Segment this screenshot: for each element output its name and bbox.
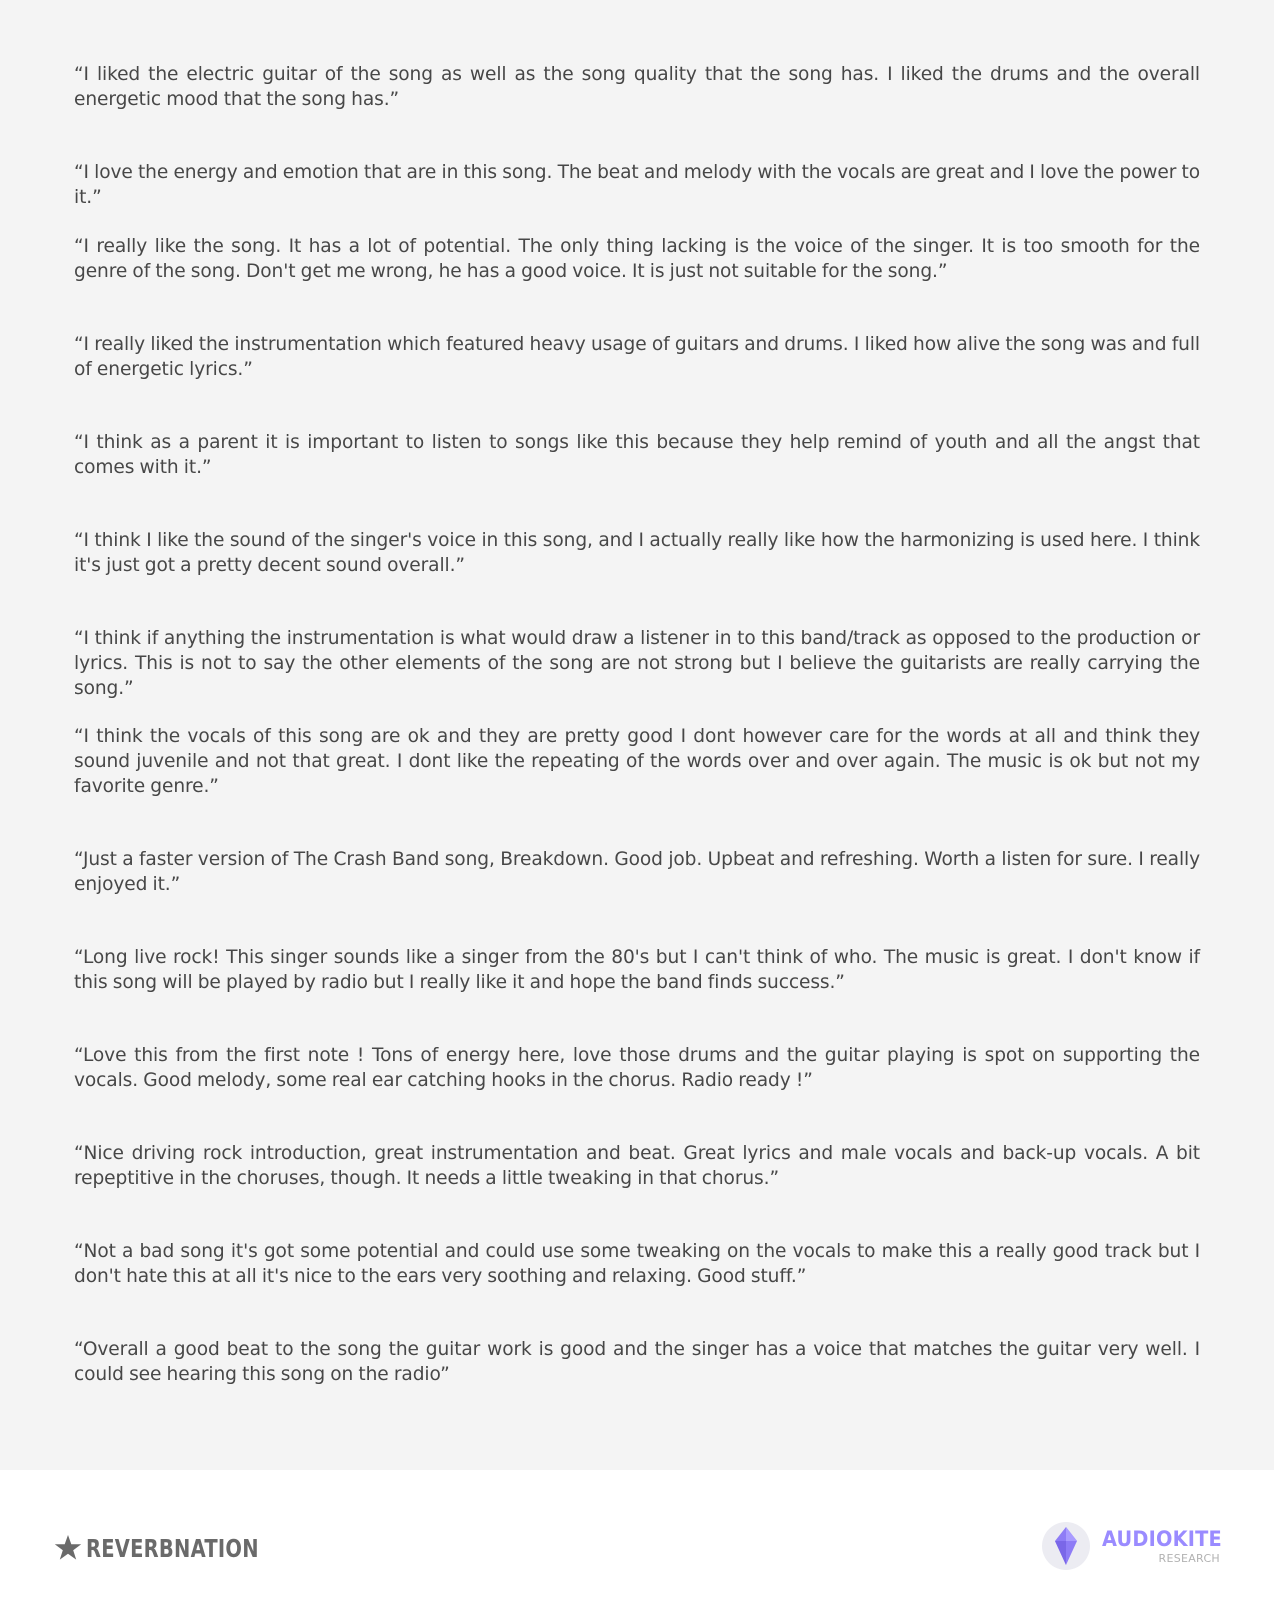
reverbnation-logo: [54, 1530, 308, 1566]
star-icon: [54, 1534, 82, 1562]
review-7: “I think if anything the instrumentation is what would draw a listener in to this band/track as opposed to the production or lyrics. This is not to say the other elements of the song are not strong but I believe the guitarists are really carrying the song.”: [74, 628, 1200, 699]
review-6: “I think I like the sound of the singer's voice in this song, and I actually really like how the harmonizing is used here. I think it's just got a pretty decent sound overall.”: [74, 530, 1200, 576]
review-11: “Love this from the first note ! Tons of energy here, love those drums and the guitar playing is spot on supporting the vocals. Good melody, some real ear catching hooks in the chorus. Radio ready !”: [74, 1045, 1200, 1091]
audiokite-research-label: RESEARCH: [1158, 1552, 1220, 1565]
review-9: “Just a faster version of The Crash Band song, Breakdown. Good job. Upbeat and refreshing. Worth a listen for sure. I really enjoyed it.”: [74, 849, 1200, 895]
review-14: “Overall a good beat to the song the guitar work is good and the singer has a voice that matches the guitar very well. I could see hearing this song on the radio”: [74, 1339, 1200, 1385]
review-3: “I really like the song. It has a lot of potential. The only thing lacking is the voice of the singer. It is too smooth for the genre of the song. Don't get me wrong, he has a good voice. It is just not suitable for the song.”: [74, 236, 1200, 282]
reverbnation-wordmark: REVERBNATION: [86, 1533, 259, 1563]
review-13: “Not a bad song it's got some potential and could use some tweaking on the vocals to make this a really good track but I don't hate this at all it's nice to the ears very soothing and relaxing. Good stuff.”: [74, 1241, 1200, 1287]
review-4: “I really liked the instrumentation which featured heavy usage of guitars and drums. I liked how alive the song was and full of energetic lyrics.”: [74, 334, 1200, 380]
review-1: “I liked the electric guitar of the song as well as the song quality that the song has. I liked the drums and the overall energetic mood that the song has.”: [74, 64, 1200, 110]
audiokite-wordmark: AUDIOKITE: [1102, 1527, 1222, 1551]
diamond-gem-icon: [1040, 1520, 1092, 1572]
review-10: “Long live rock! This singer sounds like a singer from the 80's but I can't think of who. The music is great. I don't know if this song will be played by radio but I really like it and hope the band finds success.”: [74, 947, 1200, 993]
review-12: “Nice driving rock introduction, great instrumentation and beat. Great lyrics and male vocals and back-up vocals. A bit repeptitive in the choruses, though. It needs a little tweaking in that chorus.”: [74, 1143, 1200, 1189]
review-2: “I love the energy and emotion that are in this song. The beat and melody with the vocals are great and I love the power to it.”: [74, 162, 1200, 208]
review-8: “I think the vocals of this song are ok and they are pretty good I dont however care for the words at all and think they sound juvenile and not that great. I dont like the repeating of the words over and over again. The music is ok but not my favorite genre.”: [74, 726, 1200, 797]
audiokite-logo: [1040, 1520, 1230, 1574]
review-5: “I think as a parent it is important to listen to songs like this because they help remind of youth and all the angst that comes with it.”: [74, 432, 1200, 478]
